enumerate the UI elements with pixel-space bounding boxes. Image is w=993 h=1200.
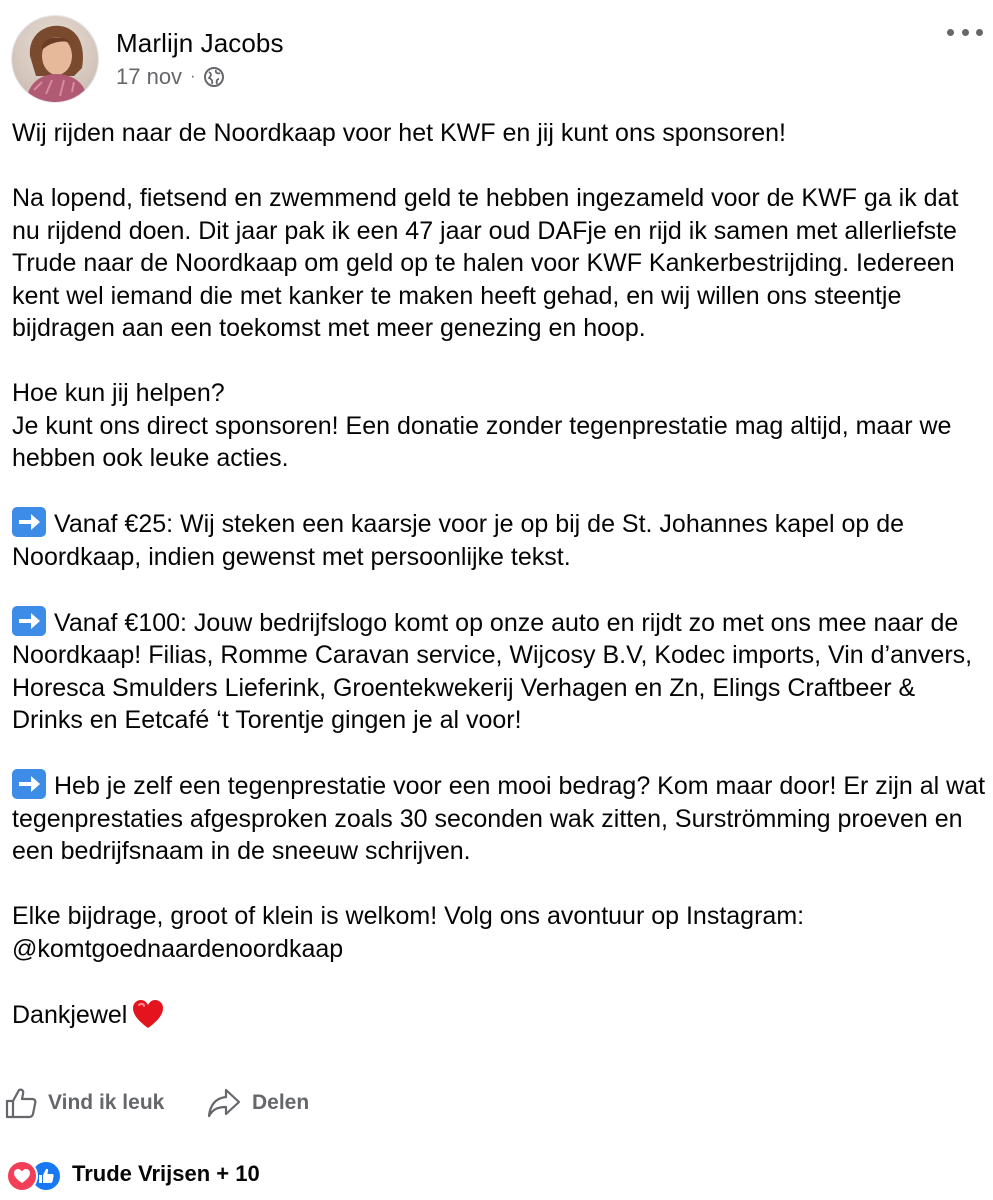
reactions-summary[interactable] [6, 1156, 260, 1192]
globe-icon [203, 66, 225, 88]
like-label: Vind ik leuk [48, 1091, 165, 1114]
reaction-icons [6, 1158, 64, 1190]
post-header [0, 0, 993, 110]
post-line: Vanaf €100: Jouw bedrijfslogo komt op onze auto en rijdt zo met ons mee naar de Noordkaap! Filias, Romme Caravan service, Wijcosy B.V, Kodec imports, Vin d’anvers, Horesca Smulders Lieferink, Groentekwekerij Verhagen en Zn, Elings Craftbeer & Drinks en Eetcafé ‘t Torentje gingen je al voor! [12, 608, 973, 734]
post-paragraph [12, 606, 987, 737]
post-paragraph [12, 900, 987, 965]
more-dot-icon [976, 29, 983, 36]
author-name[interactable]: Marlijn Jacobs [116, 28, 284, 58]
more-dot-icon [947, 29, 954, 36]
love-reaction-icon [6, 1160, 38, 1192]
post-paragraph: Wij rijden naar de Noordkaap voor het KWF en jij kunt ons sponsoren! [12, 119, 786, 147]
post-paragraph [12, 377, 987, 475]
like-button[interactable] [4, 1080, 164, 1126]
share-label: Delen [252, 1091, 310, 1114]
right-arrow-emoji-icon [12, 507, 46, 537]
reactions-count[interactable]: Trude Vrijsen + 10 [72, 1161, 260, 1186]
post-line: Je kunt ons direct sponsoren! Een donatie zonder tegenprestatie mag altijd, maar we hebben ook leuke acties. [12, 411, 952, 472]
post-date[interactable]: 17 nov [116, 64, 183, 89]
meta-separator: · [190, 68, 196, 85]
thumbs-up-icon [4, 1086, 38, 1120]
post-text [12, 117, 987, 1064]
post-paragraph [12, 507, 987, 573]
share-arrow-icon [206, 1086, 242, 1120]
right-arrow-emoji-icon [12, 606, 46, 636]
post-line: Vanaf €25: Wij steken een kaarsje voor je op bij de St. Johannes kapel op de Noordkaap, indien gewenst met persoonlijke tekst. [12, 510, 905, 571]
post-meta [116, 64, 225, 90]
more-options-button[interactable] [947, 18, 983, 46]
post-line: Heb je zelf een tegenprestatie voor een mooi bedrag? Kom maar door! Er zijn al wat tegenprestaties afgesproken zoals 30 seconden wak zitten, Surströmming proeven en een bedrijfsnaam in de sneeuw schrijven. [12, 772, 986, 865]
share-button[interactable] [206, 1080, 309, 1126]
post-line: Elke bijdrage, groot of klein is welkom! Volg ons avontuur op Instagram: [12, 902, 805, 930]
post-actions-bar [0, 1080, 993, 1126]
instagram-handle[interactable]: @komtgoednaardenoordkaap [12, 934, 344, 963]
red-heart-emoji-icon [131, 998, 165, 1030]
post-paragraph [12, 998, 987, 1032]
post-line: Hoe kun jij helpen? [12, 379, 225, 407]
author-avatar[interactable] [11, 15, 99, 103]
post-line: Dankjewel [12, 1000, 128, 1029]
right-arrow-emoji-icon [12, 769, 46, 799]
more-dot-icon [962, 29, 969, 36]
post-paragraph [12, 769, 987, 868]
post-paragraph: Na lopend, fietsend en zwemmend geld te hebben ingezameld voor de KWF ga ik dat nu rijdend doen. Dit jaar pak ik een 47 jaar oud DAFje en rijd ik samen met allerliefste Trude naar de Noordkaap om geld op te halen voor KWF Kankerbestrijding. Iedereen kent wel iemand die met kanker te maken heeft gehad, en wij willen ons steentje bijdragen aan een toekomst met meer genezing en hoop. [12, 184, 959, 342]
